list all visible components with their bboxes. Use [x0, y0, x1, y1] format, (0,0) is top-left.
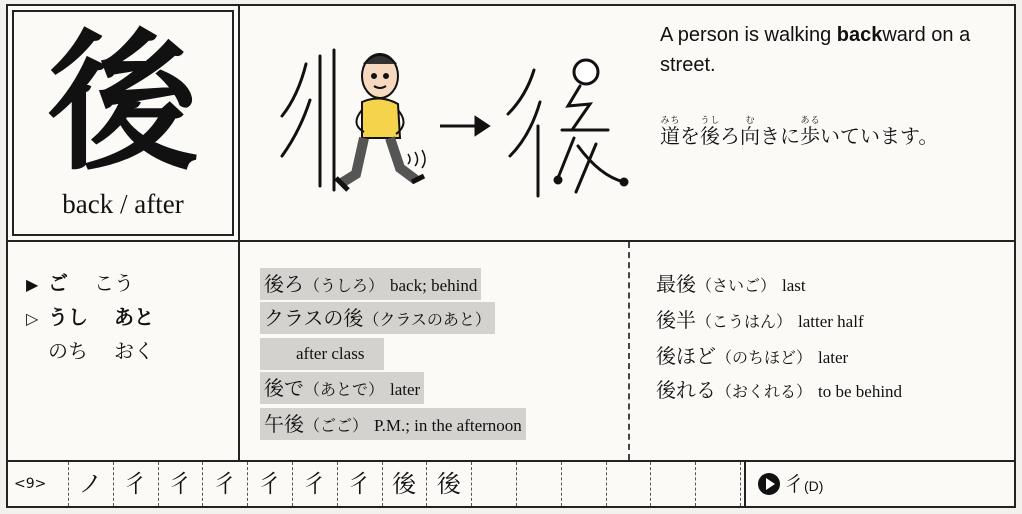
vocab-item: 後ほど（のちほど） later — [656, 344, 849, 368]
description-text: ward on a street. — [660, 24, 971, 76]
on-reading-marker-icon: ▶ — [26, 275, 39, 294]
radical-code: (D) — [804, 478, 824, 494]
kun-reading: うし — [48, 305, 88, 329]
vocab-item: クラスの後（クラスのあと） — [260, 302, 495, 334]
readings-panel — [8, 242, 240, 460]
stroke-1 — [282, 64, 306, 116]
stroke-step: 後 — [382, 462, 426, 506]
arrow-icon — [440, 118, 488, 134]
stroke-step: 彳 — [158, 462, 202, 506]
stroke-step: 彳 — [337, 462, 381, 506]
stroke-step: 後 — [426, 462, 470, 506]
stroke-step — [695, 462, 739, 506]
vocab-list-primary — [240, 242, 630, 460]
kanji-frame — [12, 10, 234, 236]
vocab-item: 午後（ごご） P.M.; in the afternoon — [260, 408, 526, 440]
description-en — [660, 20, 1000, 80]
stroke-step — [606, 462, 650, 506]
radical-info[interactable] — [744, 462, 1014, 506]
stroke-step — [650, 462, 694, 506]
description-jp — [660, 116, 938, 149]
stroke-step: 彳 — [113, 462, 157, 506]
vocab-item-meaning: after class — [260, 338, 384, 370]
kanji-character: 後 — [47, 15, 198, 191]
description-jp-word: 後うし — [700, 116, 720, 148]
stroke-step — [516, 462, 560, 506]
stroke-step: 彳 — [202, 462, 246, 506]
mnemonic-description — [638, 6, 1014, 242]
vocab-item: 最後（さいご） last — [656, 272, 806, 296]
stroke-step: ノ — [68, 462, 112, 506]
description-jp-text: きに — [760, 124, 800, 148]
stroke-step: 彳 — [247, 462, 291, 506]
vocab-item: 後半（こうはん） latter half — [656, 308, 864, 332]
radical-char: 彳 — [784, 472, 804, 496]
vocab-list-secondary — [630, 242, 1014, 460]
vocab-item: 後で（あとで） later — [260, 372, 424, 404]
kun-reading-marker-icon: ▷ — [26, 309, 39, 328]
on-reading: ご — [48, 271, 68, 295]
on-reading-row — [26, 268, 160, 298]
description-jp-text: ろ — [720, 124, 740, 148]
walking-person-illustration — [240, 6, 638, 240]
description-bold: back — [836, 24, 883, 46]
other-reading-row — [26, 336, 180, 366]
stroke-step: 彳 — [292, 462, 336, 506]
description-jp-word: 道みち — [660, 116, 680, 148]
stroke-step — [561, 462, 605, 506]
other-reading: のち — [48, 339, 88, 363]
kun-reading-row — [26, 302, 180, 332]
stroke-count: <9> — [14, 476, 47, 492]
stroke-step — [471, 462, 515, 506]
vocab-item: 後れる（おくれる） to be behind — [656, 378, 903, 402]
kanji-stroke-figure — [508, 60, 627, 196]
description-text: A person is walking — [660, 24, 837, 46]
kanji-box — [8, 6, 240, 242]
person-figure — [336, 54, 424, 190]
kanji-card — [6, 4, 1016, 508]
description-jp-text: いています。 — [820, 124, 939, 148]
vocab-item: 後ろ（うしろ） back; behind — [260, 268, 481, 300]
description-jp-text: を — [680, 124, 700, 148]
mnemonic-illustration — [240, 6, 638, 242]
on-reading: こう — [94, 271, 134, 295]
kun-reading: あと — [114, 305, 154, 329]
other-reading: おく — [114, 339, 154, 363]
play-icon[interactable] — [758, 473, 780, 495]
description-jp-word: 歩ある — [800, 116, 820, 148]
description-jp-word: 向む — [740, 116, 760, 148]
kanji-meaning: back / after — [62, 189, 184, 219]
stroke-order-row — [8, 460, 1014, 506]
